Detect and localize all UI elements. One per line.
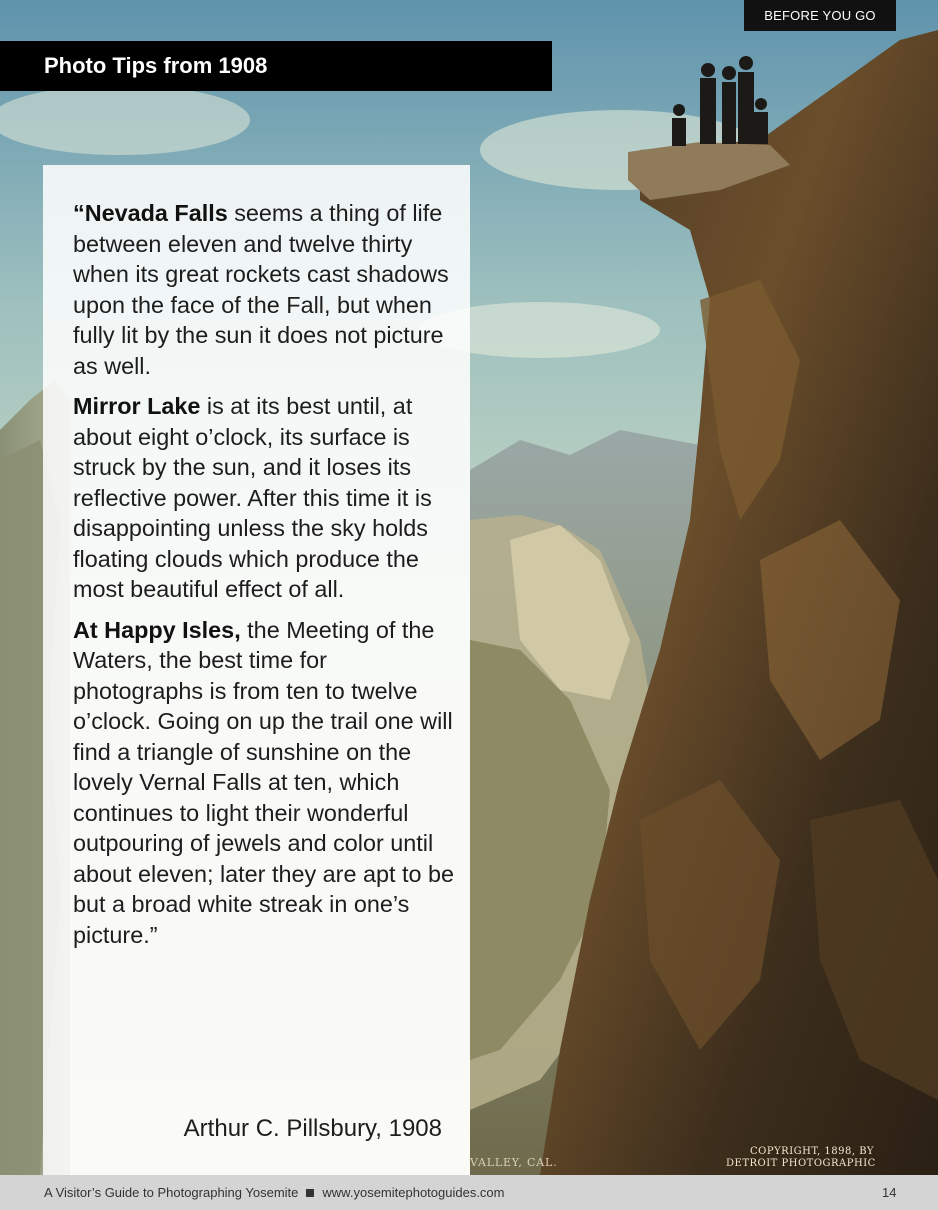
- section-tag: BEFORE YOU GO: [744, 0, 896, 31]
- quote-lead: “Nevada Falls: [73, 200, 228, 226]
- photo-caption-left: VALLEY, CAL.: [470, 1156, 558, 1169]
- footer-left: [44, 1185, 505, 1200]
- copyright-line-1: COPYRIGHT, 1898, BY: [750, 1146, 875, 1157]
- square-bullet-icon: [306, 1189, 314, 1197]
- photo-copyright: [726, 1146, 876, 1170]
- quote-lead: At Happy Isles,: [73, 616, 241, 643]
- quote-paragraph-nevada-falls: [73, 198, 458, 381]
- copyright-line-2: DETROIT PHOTOGRAPHIC: [726, 1158, 876, 1169]
- footer-url-link[interactable]: www.yosemitephotoguides.com: [322, 1185, 505, 1200]
- quote-panel: [43, 165, 470, 1175]
- footer-guide-title: A Visitor’s Guide to Photographing Yosemite: [44, 1185, 299, 1200]
- quote-attribution: Arthur C. Pillsbury, 1908: [183, 1115, 442, 1142]
- title-bar: [0, 41, 552, 91]
- quote-paragraph-happy-isles: [73, 615, 458, 951]
- page-title: Photo Tips from 1908: [44, 53, 268, 78]
- quote-lead: Mirror Lake: [73, 393, 201, 419]
- quote-paragraph-mirror-lake: [73, 391, 458, 605]
- quote-text: the Meeting of the Waters, the best time for photographs is from ten to twelve o’clock. Going on up the trail one will find a triangle of sunshine on the lovely Vernal Falls at ten, which continues to light their wonderful outpouring of jewels and color until about eleven; later they are apt to be but a broad white streak in one’s picture.”: [73, 616, 455, 948]
- page-number: 14: [882, 1185, 897, 1200]
- footer: [0, 1175, 938, 1210]
- quote-body: [73, 198, 458, 960]
- quote-text: seems a thing of life between eleven and twelve thirty when its great rockets cast shadows upon the face of the Fall, but when fully lit by the sun it does not picture as well.: [73, 200, 449, 379]
- quote-text: is at its best until, at about eight o’clock, its surface is struck by the sun, and it loses its reflective power. After this time it is disappointing unless the sky holds floating clouds which produce the most beautiful effect of all.: [73, 393, 432, 602]
